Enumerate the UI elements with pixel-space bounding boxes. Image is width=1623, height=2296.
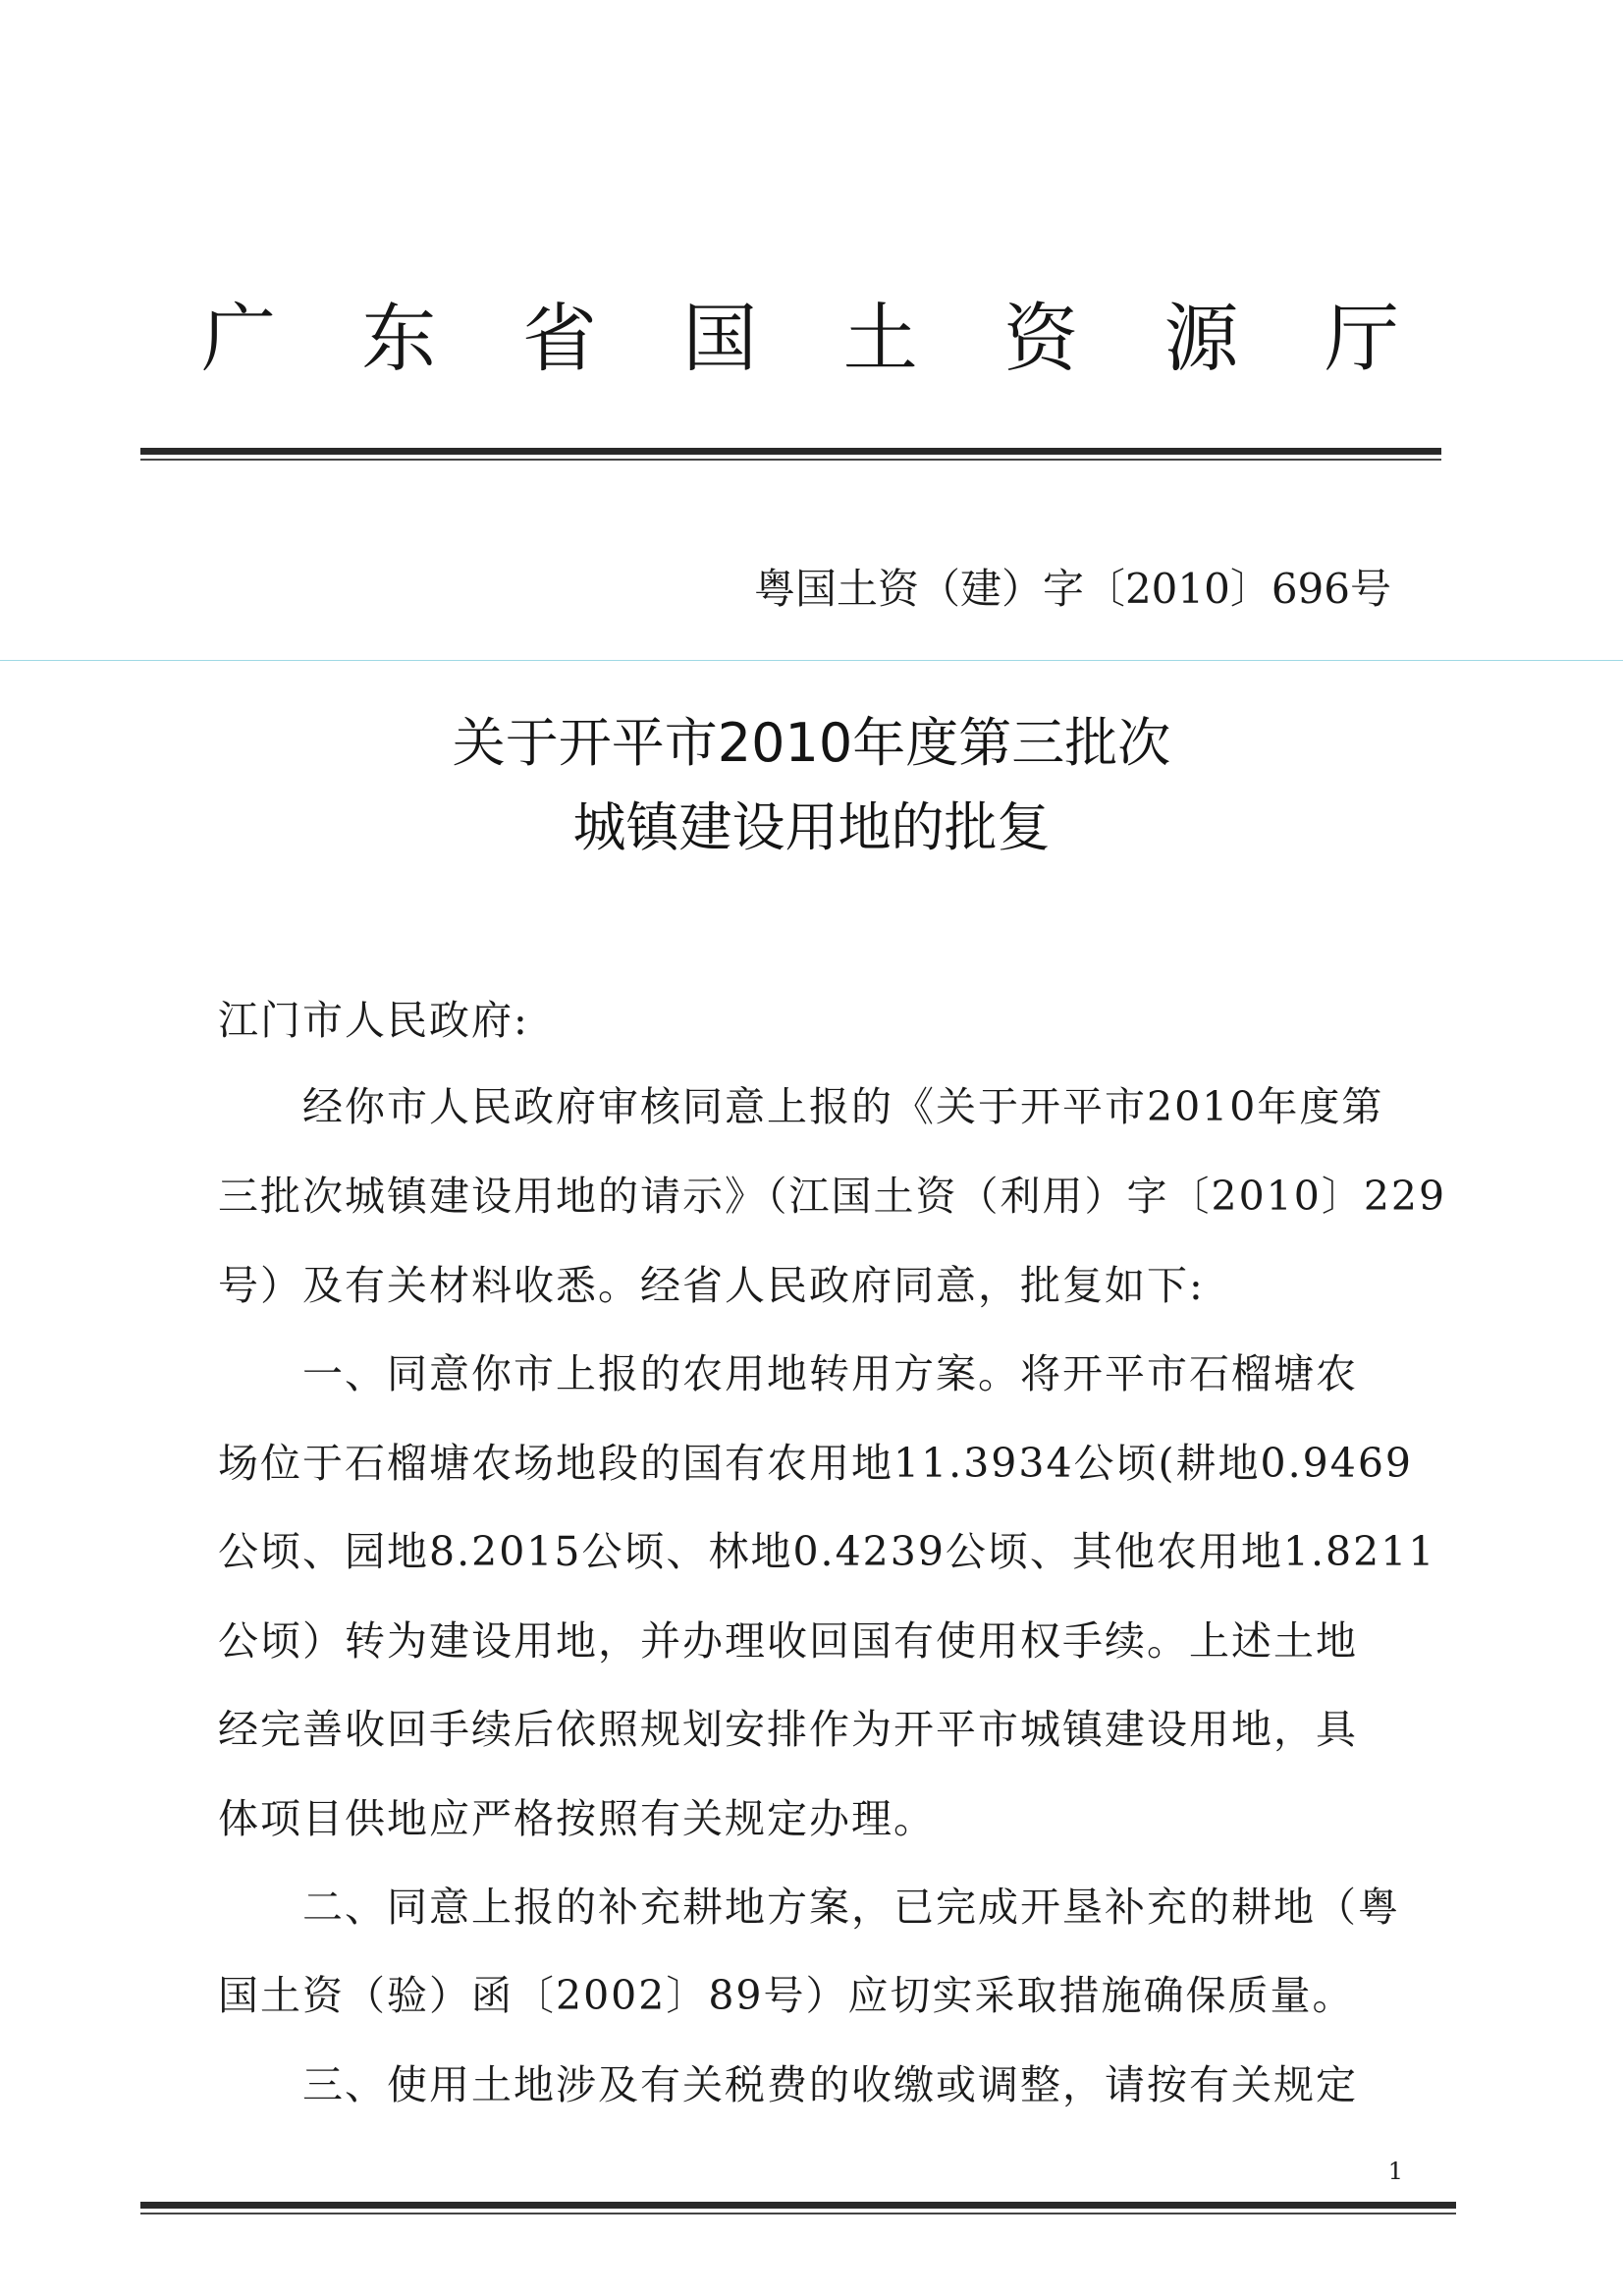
header-char: 国 xyxy=(682,295,758,382)
footer-divider xyxy=(140,2202,1456,2214)
body-line: 二、同意上报的补充耕地方案，已完成开垦补充的耕地（粤 xyxy=(218,1884,1400,1931)
body-line: 公顷、园地8.2015公顷、林地0.4239公顷、其他农用地1.8211 xyxy=(218,1528,1436,1575)
body-line: 江门市人民政府: xyxy=(218,997,529,1044)
body-line: 国土资（验）函〔2002〕89号）应切实采取措施确保质量。 xyxy=(218,1972,1355,2019)
document-title-line-2: 城镇建设用地的批复 xyxy=(572,796,1051,858)
header-char: 东 xyxy=(361,295,437,382)
header-divider xyxy=(140,448,1441,461)
page-number: 1 xyxy=(1387,2158,1403,2185)
header-char: 广 xyxy=(201,295,276,382)
body-line: 公顷）转为建设用地，并办理收回国有使用权手续。上述土地 xyxy=(218,1617,1358,1665)
body-line: 一、同意你市上报的农用地转用方案。将开平市石榴塘农 xyxy=(218,1350,1358,1397)
body-line: 三批次城镇建设用地的请示》（江国土资（利用）字〔2010〕229 xyxy=(218,1173,1447,1220)
header-char: 源 xyxy=(1163,295,1239,382)
body-line: 经完善收回手续后依照规划安排作为开平市城镇建设用地，具 xyxy=(218,1706,1358,1753)
scan-guide-line xyxy=(0,660,1623,661)
body-line: 场位于石榴塘农场地段的国有农用地11.3934公顷(耕地0.9469 xyxy=(218,1440,1413,1487)
header-char: 资 xyxy=(1003,295,1079,382)
document-number: 粤国土资（建）字〔2010〕696号 xyxy=(753,565,1391,613)
issuing-authority-header xyxy=(201,295,1399,383)
body-line: 体项目供地应严格按照有关规定办理。 xyxy=(218,1795,936,1842)
body-line: 经你市人民政府审核同意上报的《关于开平市2010年度第 xyxy=(218,1083,1384,1130)
body-line: 三、使用土地涉及有关税费的收缴或调整，请按有关规定 xyxy=(218,2061,1358,2108)
document-title-line-1: 关于开平市2010年度第三批次 xyxy=(452,712,1171,774)
header-char: 土 xyxy=(842,295,918,382)
header-char: 厅 xyxy=(1324,295,1399,382)
body-line: 号）及有关材料收悉。经省人民政府同意，批复如下: xyxy=(218,1262,1205,1309)
header-char: 省 xyxy=(521,295,597,382)
